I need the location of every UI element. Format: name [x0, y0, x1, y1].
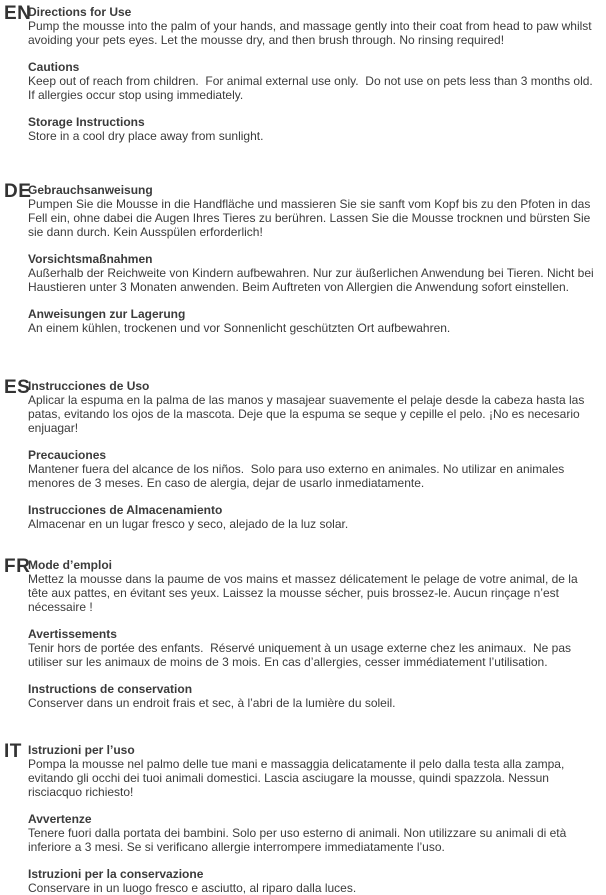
block-paragraph: An einem kühlen, trockenen und vor Sonnenlicht geschützten Ort aufbewahren.: [28, 321, 451, 335]
block-heading: Istruzioni per l’uso: [28, 743, 135, 757]
language-code-it: IT: [4, 741, 22, 762]
block-paragraph: Mantener fuera del alcance de los niños. Solo para uso externo en animales. No utilizar en animales menores de 3 meses. En caso de alergia, dejar de usarlo inmediatamente.: [28, 462, 568, 490]
block-directions: [28, 558, 598, 614]
language-code-de: DE: [4, 181, 32, 202]
section-fr-content: [28, 558, 598, 710]
section-de-content: [28, 183, 598, 335]
language-code-en: EN: [4, 3, 32, 24]
block-heading: Directions for Use: [28, 5, 132, 19]
block-directions: [28, 183, 598, 239]
block-storage: [28, 682, 598, 710]
block-paragraph: Conservare in un luogo fresco e asciutto, al riparo dalla luces.: [28, 881, 357, 895]
block-cautions: [28, 252, 598, 294]
block-heading: Cautions: [28, 60, 80, 74]
block-heading: Istruzioni per la conservazione: [28, 867, 204, 881]
block-paragraph: Pumpen Sie die Mousse in die Handfläche und massieren Sie sie sanft vom Kopf bis zu den Pfoten in das Fell ein, ohne dabei die Augen Ihres Tieres zu berühren. Lassen Sie die Mousse trocknen und bürsten Sie sie dann durch. Kein Ausspülen erforderlich!: [28, 197, 594, 239]
block-heading: Instrucciones de Almacenamiento: [28, 503, 223, 517]
section-it-content: [28, 743, 598, 895]
block-storage: [28, 115, 598, 143]
block-heading: Instrucciones de Uso: [28, 379, 150, 393]
block-heading: Vorsichtsmaßnahmen: [28, 252, 153, 266]
block-storage: [28, 307, 598, 335]
block-paragraph: Tenir hors de portée des enfants. Réservé uniquement à un usage externe chez les animaux. Ne pas utiliser sur les animaux de moins de 3 mois. En cas d’allergies, cesser immédiatement l’utilisation.: [28, 641, 575, 669]
block-paragraph: Almacenar en un lugar fresco y seco, alejado de la luz solar.: [28, 517, 349, 531]
block-paragraph: Außerhalb der Reichweite von Kindern aufbewahren. Nur zur äußerlichen Anwendung bei Tieren. Nicht bei Haustieren unter 3 Monaten anwenden. Beim Auftreten von Allergien die Anwendung sofort einstellen.: [28, 266, 598, 294]
language-code-es: ES: [4, 377, 31, 398]
block-paragraph: Aplicar la espuma en la palma de las manos y masajear suavemente el pelaje desde la cabeza hasta las patas, evitando los ojos de la mascota. Deje que la espuma se seque y cepille el pelo. ¡No es necesario enjuagar!: [28, 393, 588, 435]
block-paragraph: Conserver dans un endroit frais et sec, à l’abri de la lumière du soleil.: [28, 696, 396, 710]
block-cautions: [28, 812, 598, 854]
block-paragraph: Mettez la mousse dans la paume de vos mains et massez délicatement le pelage de votre animal, de la tête aux pattes, en évitant ses yeux. Laissez la mousse sécher, puis brossez-le. Aucun rinçage n’est nécessaire !: [28, 572, 581, 614]
block-heading: Anweisungen zur Lagerung: [28, 307, 186, 321]
block-storage: [28, 867, 598, 895]
language-code-fr: FR: [4, 556, 31, 577]
block-paragraph: Keep out of reach from children. For animal external use only. Do not use on pets less than 3 months old. If allergies occur stop using immediately.: [28, 74, 597, 102]
block-heading: Storage Instructions: [28, 115, 145, 129]
block-paragraph: Store in a cool dry place away from sunlight.: [28, 129, 264, 143]
block-heading: Precauciones: [28, 448, 107, 462]
block-storage: [28, 503, 598, 531]
block-cautions: [28, 60, 598, 102]
block-directions: [28, 743, 598, 799]
section-es-content: [28, 379, 598, 531]
block-directions: [28, 379, 598, 435]
block-heading: Gebrauchsanweisung: [28, 183, 153, 197]
block-cautions: [28, 627, 598, 669]
block-directions: [28, 5, 598, 47]
block-paragraph: Pompa la mousse nel palmo delle tue mani e massaggia delicatamente il pelo dalla testa alla zampa, evitando gli occhi dei tuoi animali domestici. Lascia asciugare la mousse, quindi spazzola. Nessun risciacquo richiesto!: [28, 757, 568, 799]
block-paragraph: Pump the mousse into the palm of your hands, and massage gently into their coat from head to paw whilst avoiding your pets eyes. Let the mousse dry, and then brush through. No rinsing required!: [28, 19, 595, 47]
block-heading: Mode d’emploi: [28, 558, 112, 572]
section-en-content: [28, 5, 598, 143]
block-heading: Avertissements: [28, 627, 117, 641]
block-cautions: [28, 448, 598, 490]
block-paragraph: Tenere fuori dalla portata dei bambini. Solo per uso esterno di animali. Non utilizzare su animali di età inferiore a 3 mesi. Se si verificano allergie interrompere immediatamente l’uso.: [28, 826, 570, 854]
block-heading: Instructions de conservation: [28, 682, 193, 696]
block-heading: Avvertenze: [28, 812, 92, 826]
